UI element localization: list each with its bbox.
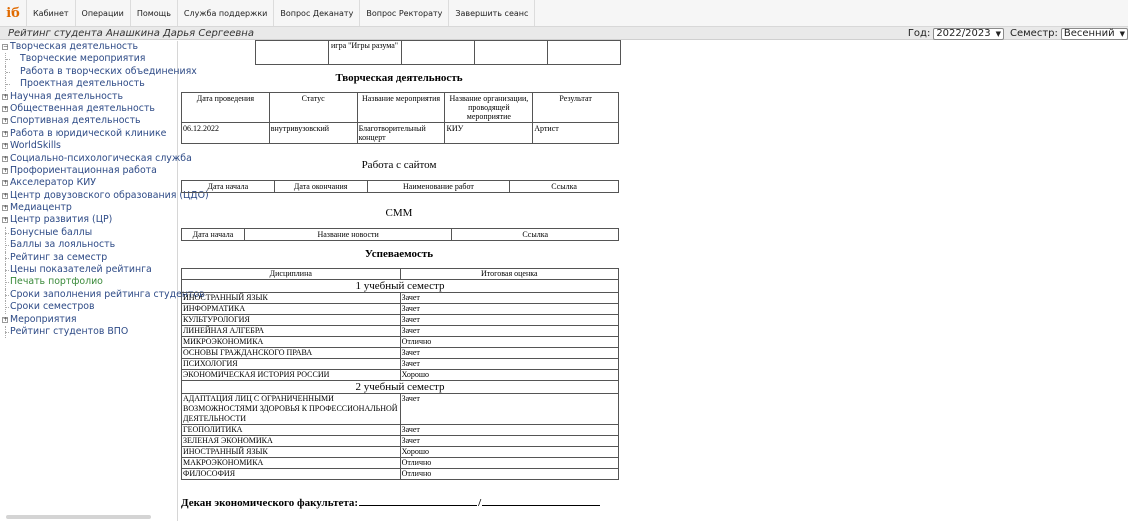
creative-section-title: Творческая деятельность	[335, 72, 463, 84]
tree-connector	[5, 307, 9, 308]
sidebar-item[interactable]	[0, 252, 177, 264]
tree-connector	[5, 270, 9, 271]
sidebar-item[interactable]	[0, 53, 177, 65]
expand-icon[interactable]: +	[3, 142, 9, 150]
grade-cell: Отлично	[400, 337, 618, 348]
table-cell: внутривузовский	[269, 123, 357, 144]
signature-separator: /	[478, 497, 482, 509]
semester-label: Семестр:	[1009, 28, 1058, 39]
sidebar-item[interactable]	[0, 103, 177, 115]
expand-icon[interactable]: +	[3, 129, 9, 137]
sidebar-item-label: Печать портфолио	[10, 276, 103, 288]
sidebar-item-label: Медиацентр	[10, 202, 72, 214]
table-header-row	[182, 93, 619, 123]
discipline-cell: КУЛЬТУРОЛОГИЯ	[182, 315, 401, 326]
table-row	[182, 304, 619, 315]
sidebar-item-label: Цены показателей рейтинга	[10, 264, 152, 276]
table-cell: Благотворительный концерт	[357, 123, 445, 144]
column-header: Ссылка	[510, 181, 619, 193]
sidebar-item-label: Работа в юридической клинике	[10, 127, 167, 139]
table-header-row	[182, 181, 619, 193]
table-row	[182, 337, 619, 348]
column-header: Название мероприятия	[357, 93, 445, 123]
sidebar-item-label: WorldSkills	[10, 140, 61, 152]
sidebar-item[interactable]	[0, 91, 177, 103]
sidebar-item-label: Спортивная деятельность	[10, 115, 141, 127]
discipline-cell: АДАПТАЦИЯ ЛИЦ С ОГРАНИЧЕННЫМИ ВОЗМОЖНОСТЯМИ ЗДОРОВЬЯ К ПРОФЕССИОНАЛЬНОЙ ДЕЯТЕЛЬНОСТИ	[182, 394, 401, 425]
sidebar-item-label: Профориентационная работа	[10, 164, 157, 176]
dean-signature-label: Декан экономического факультета:	[181, 497, 359, 509]
table-cell	[475, 41, 548, 65]
sidebar-item[interactable]	[0, 214, 177, 226]
sidebar-item-label: Общественная деятельность	[10, 102, 155, 114]
year-label: Год:	[907, 28, 931, 39]
chevron-down-icon: ▼	[1119, 29, 1125, 38]
column-header: Итоговая оценка	[400, 269, 618, 280]
grade-cell: Зачет	[400, 304, 618, 315]
grade-cell: Зачет	[400, 436, 618, 447]
year-select[interactable]	[933, 28, 1004, 40]
semester-row	[182, 381, 619, 394]
grades-body	[182, 280, 619, 480]
column-header: Дата проведения	[182, 93, 270, 123]
discipline-cell: МАКРОЭКОНОМИКА	[182, 458, 401, 469]
sidebar-item-label: Мероприятия	[10, 313, 77, 325]
expand-icon[interactable]: +	[3, 204, 9, 212]
semester-row	[182, 280, 619, 293]
table-row	[182, 123, 619, 144]
menu-item-logout[interactable]: Завершить сеанс	[448, 0, 535, 26]
grade-cell: Зачет	[400, 348, 618, 359]
signature-blank	[359, 505, 477, 506]
table-row	[182, 458, 619, 469]
menu-item-cabinet[interactable]: Кабинет	[26, 0, 75, 26]
tree-connector	[5, 258, 9, 259]
grade-cell: Хорошо	[400, 370, 618, 381]
sidebar-item-label: Рейтинг студентов ВПО	[10, 325, 129, 337]
table-row	[182, 293, 619, 304]
semester-heading: 2 учебный семестр	[182, 381, 619, 394]
discipline-cell: ЛИНЕЙНАЯ АЛГЕБРА	[182, 326, 401, 337]
portfolio-document	[180, 41, 1128, 521]
sidebar-item-label: Социально-психологическая служба	[10, 152, 192, 164]
discipline-cell: ГЕОПОЛИТИКА	[182, 425, 401, 436]
sidebar-item[interactable]	[0, 239, 177, 251]
sidebar-item[interactable]	[0, 165, 177, 177]
site-work-table	[181, 180, 619, 193]
table-row	[182, 370, 619, 381]
menu-item-support[interactable]: Служба поддержки	[177, 0, 273, 26]
table-cell: 06.12.2022	[182, 123, 270, 144]
discipline-cell: ПСИХОЛОГИЯ	[182, 359, 401, 370]
table-header-row	[182, 229, 619, 241]
tree-connector	[5, 295, 9, 296]
sidebar-item[interactable]	[0, 301, 177, 313]
grades-section-title: Успеваемость	[364, 248, 434, 260]
semester-select-value: Весенний	[1063, 28, 1115, 39]
filters	[902, 27, 1128, 40]
menu-item-dean-question[interactable]: Вопрос Деканату	[273, 0, 359, 26]
sidebar-item-label: Центр довузовского образования (ЦДО)	[10, 189, 209, 201]
sidebar-item-label: Бонусные баллы	[10, 226, 93, 238]
app-logo[interactable]: iб	[6, 5, 20, 21]
grade-cell: Зачет	[400, 394, 618, 425]
sidebar-item[interactable]	[0, 189, 209, 202]
sidebar-item-label: Творческие мероприятия	[20, 53, 146, 65]
sidebar-item[interactable]	[0, 326, 177, 338]
grade-cell: Хорошо	[400, 447, 618, 458]
sidebar-item[interactable]	[0, 288, 205, 301]
expand-icon[interactable]: +	[3, 315, 9, 323]
sidebar-item[interactable]	[0, 128, 177, 140]
expand-icon[interactable]: +	[3, 154, 9, 162]
table-cell	[548, 41, 621, 65]
table-row	[182, 359, 619, 370]
table-cell: Артист	[533, 123, 619, 144]
discipline-cell: ОСНОВЫ ГРАЖДАНСКОГО ПРАВА	[182, 348, 401, 359]
sidebar-item[interactable]	[0, 78, 177, 90]
grade-cell: Зачет	[400, 315, 618, 326]
discipline-cell: ИНОСТРАННЫЙ ЯЗЫК	[182, 447, 401, 458]
sidebar-item-label: Баллы за лояльность	[10, 239, 116, 251]
table-row	[182, 315, 619, 326]
table-row	[182, 394, 619, 425]
discipline-cell: ИНФОРМАТИКА	[182, 304, 401, 315]
sidebar-item[interactable]	[0, 115, 177, 127]
column-header: Название организации, проводящей мероприятие	[445, 93, 533, 123]
discipline-cell: ЗЕЛЕНАЯ ЭКОНОМИКА	[182, 436, 401, 447]
sidebar-item[interactable]	[0, 202, 177, 214]
column-header: Статус	[269, 93, 357, 123]
dean-signature-line	[181, 497, 601, 509]
sidebar-item-label: Научная деятельность	[10, 90, 124, 102]
expand-icon[interactable]: +	[3, 216, 9, 224]
table-cell	[402, 41, 475, 65]
sidebar-item-label: Центр развития (ЦР)	[10, 214, 113, 226]
grade-cell: Зачет	[400, 326, 618, 337]
table-cell: игра "Игры разума"	[329, 41, 402, 65]
sidebar-item[interactable]	[0, 41, 177, 53]
expand-icon[interactable]: +	[3, 166, 9, 174]
table-row	[182, 469, 619, 480]
sidebar-item[interactable]	[0, 177, 177, 189]
menu-item-rector-question[interactable]: Вопрос Ректорату	[359, 0, 448, 26]
column-header: Наименование работ	[367, 181, 510, 193]
tree-connector	[5, 233, 9, 234]
table-row	[182, 425, 619, 436]
menu-item-operations[interactable]: Операции	[75, 0, 130, 26]
sidebar-item[interactable]	[0, 140, 177, 152]
expand-icon[interactable]: +	[3, 117, 9, 125]
column-header: Дата начала	[182, 181, 275, 193]
column-header: Дата начала	[182, 229, 245, 241]
page-title: Рейтинг студента Анашкина Дарья Сергеевна	[8, 28, 254, 39]
tree-connector	[6, 59, 10, 60]
menu-item-help[interactable]: Помощь	[130, 0, 177, 26]
top-menu-bar	[0, 0, 1128, 27]
tree-connector	[5, 282, 9, 283]
sidebar-item[interactable]	[0, 227, 177, 239]
grade-cell: Отлично	[400, 469, 618, 480]
table-cell: КИУ	[445, 123, 533, 144]
table-row	[256, 41, 621, 65]
grade-cell: Зачет	[400, 293, 618, 304]
tree-connector	[5, 332, 9, 333]
grade-cell: Зачет	[400, 425, 618, 436]
sidebar-item[interactable]	[0, 264, 177, 276]
column-header: Дисциплина	[182, 269, 401, 280]
discipline-cell: МИКРОЭКОНОМИКА	[182, 337, 401, 348]
creative-table	[181, 92, 619, 144]
table-row	[182, 348, 619, 359]
table-row	[182, 447, 619, 458]
table-row	[182, 436, 619, 447]
smm-table	[181, 228, 619, 241]
sidebar-item-label: Проектная деятельность	[20, 78, 145, 90]
sidebar-item[interactable]	[0, 276, 177, 288]
table-header-row	[182, 269, 619, 280]
discipline-cell: ИНОСТРАННЫЙ ЯЗЫК	[182, 293, 401, 304]
tree-connector	[6, 84, 10, 85]
sidebar-item-label: Рейтинг за семестр	[10, 251, 108, 263]
previous-table-fragment	[255, 40, 621, 65]
expand-icon[interactable]: +	[3, 104, 9, 112]
collapse-icon[interactable]: −	[3, 43, 9, 50]
sidebar-item-label: Сроки семестров	[10, 301, 95, 313]
year-select-value: 2022/2023	[936, 28, 991, 39]
semester-heading: 1 учебный семестр	[182, 280, 619, 293]
column-header: Ссылка	[452, 229, 619, 241]
column-header: Результат	[533, 93, 619, 123]
expand-icon[interactable]: +	[3, 191, 9, 199]
horizontal-scrollbar[interactable]	[6, 515, 151, 519]
table-cell	[256, 41, 329, 65]
table-row	[182, 326, 619, 337]
sidebar-item[interactable]	[0, 65, 197, 78]
grades-table	[181, 268, 619, 480]
column-header: Дата окончания	[274, 181, 367, 193]
sidebar-item[interactable]	[0, 152, 192, 165]
sidebar-item-label: Сроки заполнения рейтинга студентов	[10, 288, 205, 300]
name-blank	[482, 505, 600, 506]
grade-cell: Отлично	[400, 458, 618, 469]
smm-section-title: СММ	[385, 207, 413, 219]
chevron-down-icon: ▼	[995, 29, 1001, 38]
tree-connector	[6, 72, 10, 73]
sidebar-item-label: Работа в творческих объединениях	[20, 65, 197, 77]
discipline-cell: ЭКОНОМИЧЕСКАЯ ИСТОРИЯ РОССИИ	[182, 370, 401, 381]
discipline-cell: ФИЛОСОФИЯ	[182, 469, 401, 480]
semester-select[interactable]	[1061, 28, 1128, 40]
grade-cell: Зачет	[400, 359, 618, 370]
sidebar-item-label: Акселератор КИУ	[10, 177, 96, 189]
tree-connector	[5, 245, 9, 246]
column-header: Название новости	[244, 229, 452, 241]
expand-icon[interactable]: +	[3, 179, 9, 187]
sidebar-item-label: Творческая деятельность	[10, 41, 139, 52]
page-header	[0, 27, 1128, 40]
sidebar-item[interactable]	[0, 314, 177, 326]
site-section-title: Работа с сайтом	[361, 159, 437, 171]
expand-icon[interactable]: +	[3, 92, 9, 100]
